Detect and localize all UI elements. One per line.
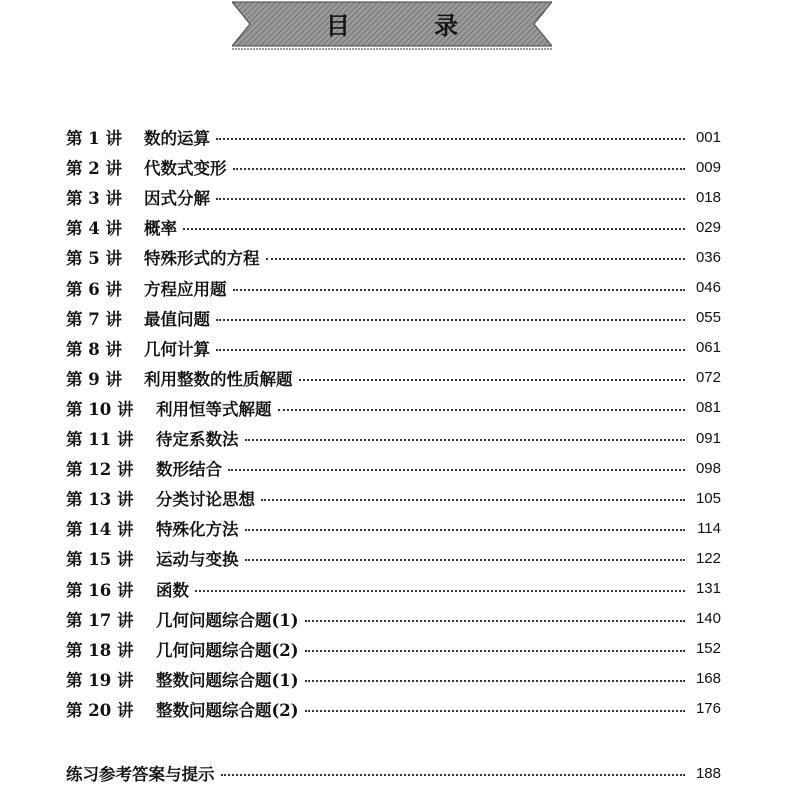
- dot-leader: [299, 379, 686, 381]
- chapter-number: 第 13 讲: [66, 490, 134, 510]
- chapter-number: 第 11 讲: [66, 430, 134, 449]
- page-number: 131: [695, 580, 721, 597]
- chapter-number: 第 6 讲: [66, 279, 122, 299]
- dot-leader: [245, 439, 686, 441]
- toc-entry: [66, 244, 721, 270]
- chapter-title: 方程应用题: [144, 279, 227, 299]
- dot-leader: [216, 198, 685, 200]
- dot-leader: [221, 774, 686, 776]
- chapter-number: 第 17 讲: [66, 610, 134, 630]
- chapter-title: 数形结合: [156, 460, 222, 480]
- chapter-title: 利用恒等式解题: [156, 399, 272, 419]
- dot-leader: [245, 529, 686, 531]
- toc-entry: [66, 455, 721, 481]
- toc-entry: [66, 485, 721, 511]
- dot-leader: [305, 680, 685, 682]
- chapter-number: 第 1 讲: [66, 129, 122, 148]
- toc-entry: [66, 576, 721, 602]
- toc-entry: [66, 335, 721, 361]
- chapter-number: 第 18 讲: [66, 640, 134, 660]
- chapter-number: 第 19 讲: [66, 670, 134, 690]
- chapter-number: 第 3 讲: [66, 189, 122, 209]
- dot-leader: [233, 168, 686, 170]
- dot-leader: [216, 319, 685, 321]
- dot-leader: [266, 258, 686, 260]
- dot-leader: [305, 710, 685, 712]
- page-number: 009: [695, 158, 721, 176]
- dot-leader: [216, 138, 685, 140]
- toc-entry: [66, 636, 721, 662]
- page-number: 114: [697, 519, 721, 537]
- dot-leader: [228, 469, 685, 471]
- page-title: 目 录: [325, 11, 497, 40]
- page-number: 140: [695, 610, 721, 628]
- dot-leader: [305, 620, 685, 622]
- appendix-title: 练习参考答案与提示: [66, 765, 215, 784]
- page-number: 122: [695, 549, 721, 567]
- chapter-number: 第 8 讲: [66, 339, 122, 359]
- chapter-number: 第 9 讲: [66, 369, 122, 389]
- chapter-title: 利用整数的性质解题: [144, 369, 293, 389]
- chapter-number: 第 5 讲: [66, 249, 122, 269]
- chapter-title: 概率: [144, 219, 177, 239]
- chapter-title: 函数: [156, 580, 189, 600]
- page-number: 168: [695, 670, 721, 688]
- chapter-title: 因式分解: [144, 189, 210, 209]
- toc-entry: [66, 365, 721, 391]
- chapter-number: 第 2 讲: [66, 159, 122, 179]
- dot-leader: [195, 590, 685, 592]
- chapter-number: 第 10 讲: [66, 399, 134, 419]
- chapter-title: 整数问题综合题(1): [156, 670, 299, 690]
- chapter-number: 第 7 讲: [66, 309, 122, 329]
- chapter-title: 整数问题综合题(2): [156, 700, 299, 720]
- page-number: 081: [695, 399, 721, 417]
- toc-entry: [66, 696, 721, 722]
- toc-entry: [66, 666, 721, 692]
- chapter-number: 第 20 讲: [66, 700, 134, 720]
- page-number: 001: [695, 128, 721, 146]
- chapter-title: 代数式变形: [144, 159, 227, 179]
- chapter-number: 第 15 讲: [66, 550, 134, 570]
- toc-entry: [66, 305, 721, 331]
- page-number: 046: [695, 279, 721, 296]
- chapter-title: 特殊化方法: [156, 520, 239, 540]
- chapter-title: 几何问题综合题(2): [156, 640, 299, 660]
- chapter-title: 运动与变换: [156, 550, 239, 570]
- chapter-number: 第 4 讲: [66, 219, 122, 239]
- page-number: 029: [695, 218, 721, 236]
- page-number: 188: [695, 764, 721, 782]
- page-number: 018: [695, 188, 721, 206]
- toc-entry: [66, 184, 721, 210]
- toc-entry: [66, 214, 721, 240]
- dot-leader: [216, 349, 685, 351]
- dot-leader: [233, 289, 686, 291]
- chapter-title: 最值问题: [144, 309, 210, 329]
- chapter-title: 特殊形式的方程: [144, 249, 260, 269]
- page-number: 098: [695, 459, 721, 477]
- toc-entry: [66, 606, 721, 632]
- dot-leader: [245, 559, 686, 561]
- chapter-number: 第 12 讲: [66, 460, 134, 480]
- chapter-title: 几何问题综合题(1): [156, 610, 299, 630]
- toc-entry: [66, 395, 721, 421]
- toc-entry: [66, 124, 721, 150]
- dot-leader: [183, 228, 685, 230]
- chapter-title: 分类讨论思想: [156, 490, 255, 510]
- chapter-title: 数的运算: [144, 129, 210, 148]
- page-number: 072: [695, 369, 721, 387]
- page-number: 091: [695, 429, 721, 447]
- chapter-title: 几何计算: [144, 339, 210, 359]
- toc-entry: [66, 275, 721, 301]
- page-number: 152: [695, 640, 721, 658]
- page-number: 055: [695, 309, 721, 327]
- chapter-number: 第 16 讲: [66, 580, 134, 600]
- toc-entry: [66, 154, 721, 180]
- dot-leader: [278, 409, 686, 411]
- page-number: 176: [695, 700, 721, 718]
- page-number: 105: [695, 489, 721, 507]
- toc-entry: [66, 515, 721, 541]
- toc-entry: [66, 425, 721, 451]
- dot-leader: [261, 499, 685, 501]
- chapter-number: 第 14 讲: [66, 520, 134, 540]
- chapter-title: 待定系数法: [156, 430, 239, 449]
- dot-leader: [305, 650, 685, 652]
- toc-entry-appendix: [66, 760, 721, 786]
- page-number: 061: [695, 339, 721, 357]
- page-number: 036: [695, 248, 721, 266]
- toc-entry: [66, 545, 721, 571]
